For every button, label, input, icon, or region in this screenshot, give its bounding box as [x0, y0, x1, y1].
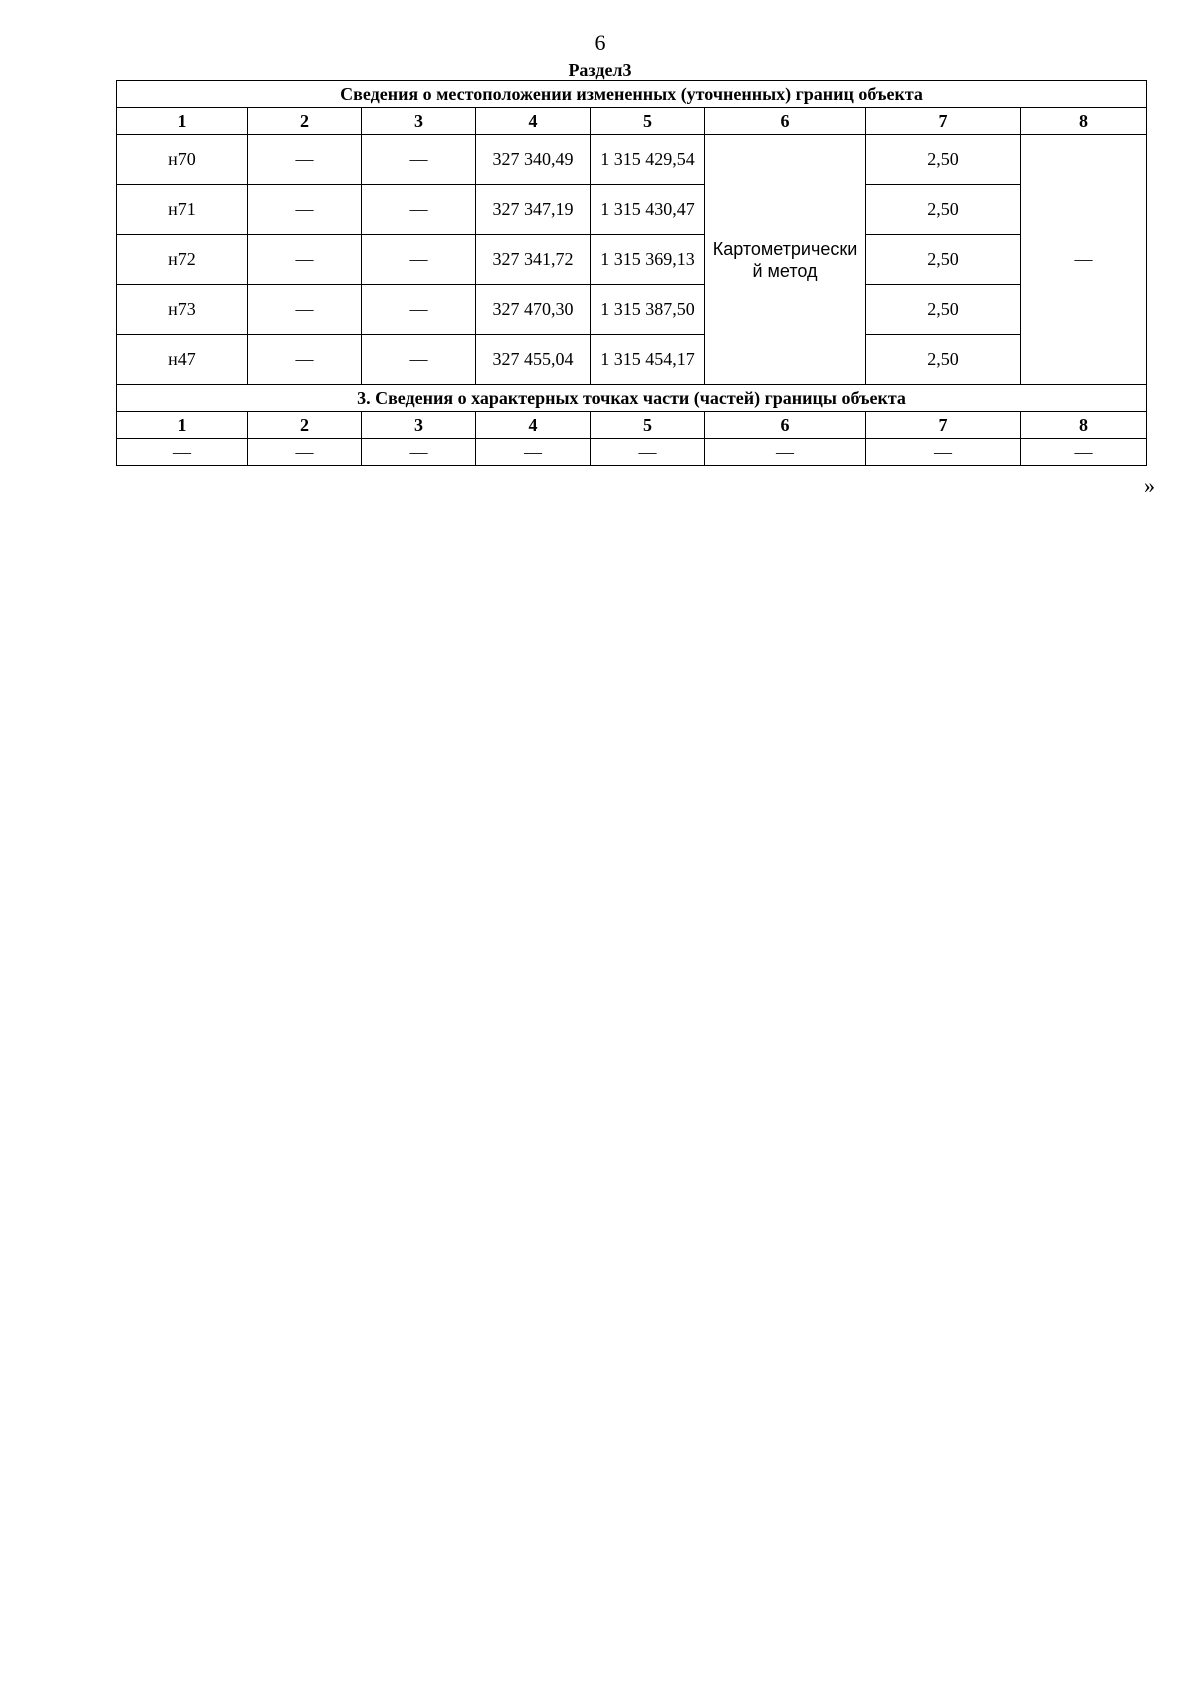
column-8-cell: —	[1021, 135, 1147, 385]
table-row	[117, 185, 1147, 235]
dash-cell: —	[362, 335, 476, 385]
table2-header-cell: 2	[248, 412, 362, 439]
boundary-table	[116, 80, 1147, 466]
dash-cell: —	[1021, 439, 1147, 466]
y-coordinate-cell: 1 315 429,54	[591, 135, 705, 185]
accuracy-cell: 2,50	[866, 185, 1021, 235]
table-row	[117, 439, 1147, 466]
point-name-cell: н71	[117, 185, 248, 235]
point-name-cell: н72	[117, 235, 248, 285]
point-name-cell: н47	[117, 335, 248, 385]
dash-cell: —	[248, 335, 362, 385]
table1-header-cell: 6	[705, 108, 866, 135]
table1-header-cell: 7	[866, 108, 1021, 135]
x-coordinate-cell: 327 341,72	[476, 235, 591, 285]
x-coordinate-cell: 327 470,30	[476, 285, 591, 335]
table1-header-cell: 1	[117, 108, 248, 135]
accuracy-cell: 2,50	[866, 135, 1021, 185]
table2-header-cell: 1	[117, 412, 248, 439]
table1-header-cell: 5	[591, 108, 705, 135]
point-name-cell: н73	[117, 285, 248, 335]
x-coordinate-cell: 327 347,19	[476, 185, 591, 235]
section-title: Раздел3	[568, 60, 632, 80]
table2-header-cell: 3	[362, 412, 476, 439]
dash-cell: —	[248, 235, 362, 285]
table1-title-row	[117, 81, 1147, 108]
table1-header-row	[117, 108, 1147, 135]
method-line-2: й метод	[752, 260, 818, 281]
accuracy-cell: 2,50	[866, 285, 1021, 335]
y-coordinate-cell: 1 315 430,47	[591, 185, 705, 235]
table2-header-row	[117, 412, 1147, 439]
table2-header-cell: 5	[591, 412, 705, 439]
table-row	[117, 235, 1147, 285]
table1-header-cell: 2	[248, 108, 362, 135]
dash-cell: —	[248, 185, 362, 235]
dash-cell: —	[591, 439, 705, 466]
accuracy-cell: 2,50	[866, 335, 1021, 385]
dash-cell: —	[476, 439, 591, 466]
dash-cell: —	[362, 439, 476, 466]
dash-cell: —	[362, 285, 476, 335]
dash-cell: —	[362, 135, 476, 185]
table1-header-cell: 4	[476, 108, 591, 135]
method-cell	[705, 135, 866, 385]
dash-cell: —	[705, 439, 866, 466]
table-row	[117, 135, 1147, 185]
y-coordinate-cell: 1 315 387,50	[591, 285, 705, 335]
table2-title: 3. Сведения о характерных точках части (частей) границы объекта	[117, 385, 1147, 412]
point-name-cell: н70	[117, 135, 248, 185]
table1-header-cell: 3	[362, 108, 476, 135]
y-coordinate-cell: 1 315 454,17	[591, 335, 705, 385]
table1-title: Сведения о местоположении измененных (уточненных) границ объекта	[117, 81, 1147, 108]
y-coordinate-cell: 1 315 369,13	[591, 235, 705, 285]
accuracy-cell: 2,50	[866, 235, 1021, 285]
dash-cell: —	[362, 185, 476, 235]
table2-header-cell: 8	[1021, 412, 1147, 439]
closing-quote: »	[1144, 473, 1155, 498]
dash-cell: —	[117, 439, 248, 466]
table-row	[117, 285, 1147, 335]
table2-header-cell: 4	[476, 412, 591, 439]
dash-cell: —	[248, 135, 362, 185]
table-row	[117, 335, 1147, 385]
dash-cell: —	[866, 439, 1021, 466]
page-number: 6	[594, 30, 606, 55]
table2-title-row	[117, 385, 1147, 412]
table2-header-cell: 7	[866, 412, 1021, 439]
table1-header-cell: 8	[1021, 108, 1147, 135]
method-line-1: Картометрически	[712, 238, 858, 259]
dash-cell: —	[362, 235, 476, 285]
x-coordinate-cell: 327 340,49	[476, 135, 591, 185]
x-coordinate-cell: 327 455,04	[476, 335, 591, 385]
dash-cell: —	[248, 285, 362, 335]
table2-header-cell: 6	[705, 412, 866, 439]
dash-cell: —	[248, 439, 362, 466]
